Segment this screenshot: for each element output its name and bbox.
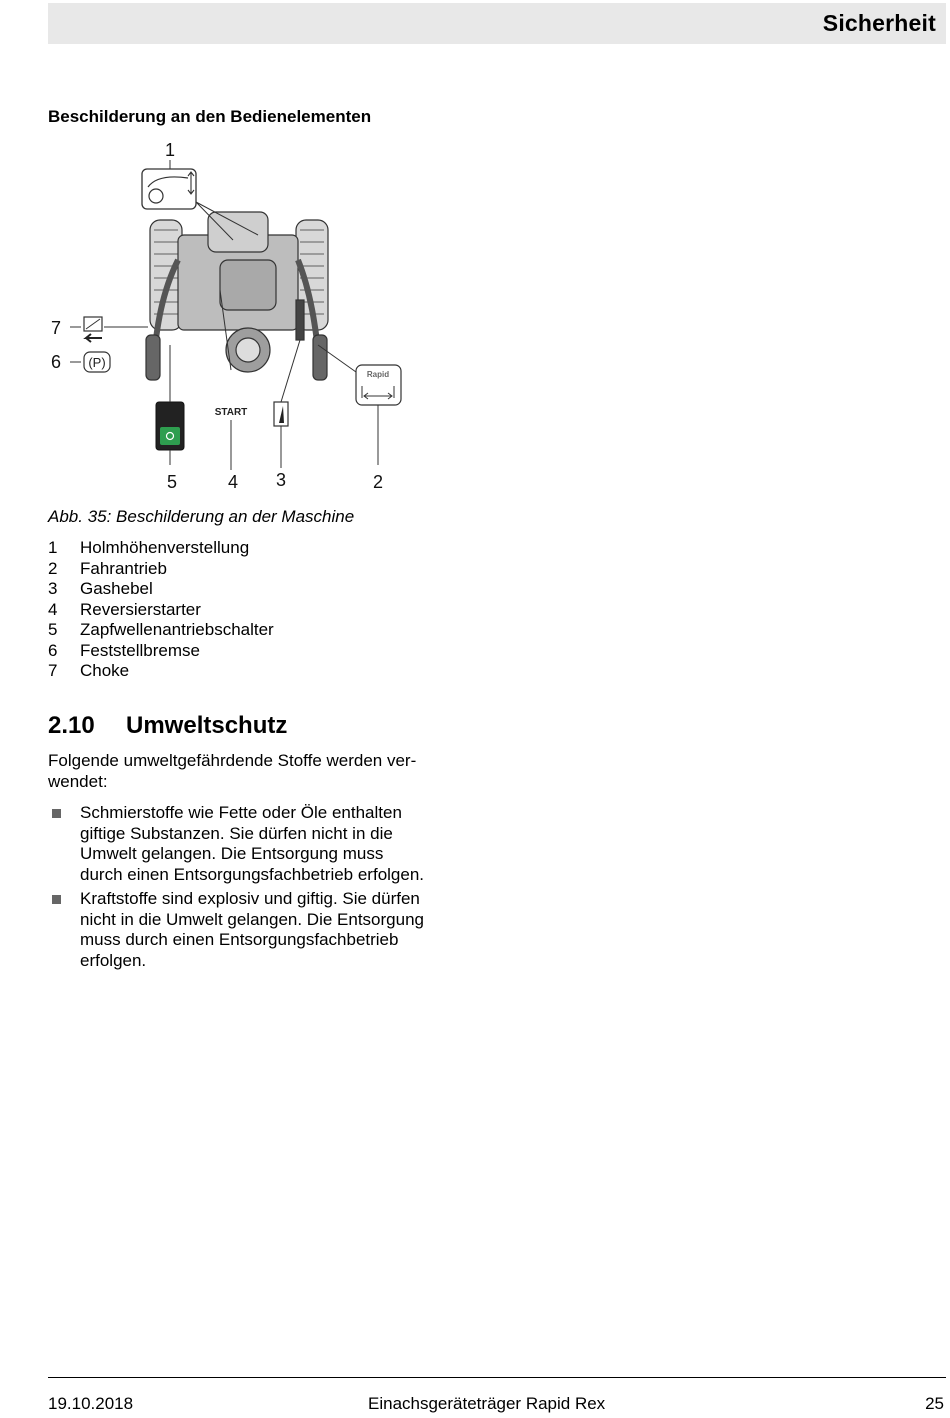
sign-handle-height (142, 169, 196, 209)
chapter-number: 2.10 (48, 712, 95, 739)
bullet-square-icon (52, 809, 61, 818)
callout-3: 3 (275, 470, 287, 490)
figure-legend (48, 538, 274, 682)
footer-product: Einachsgeräteträger Rapid Rex (368, 1394, 606, 1413)
header-title: Sicherheit (822, 10, 936, 36)
callout-7: 7 (50, 318, 62, 338)
legend-item: 7 Choke (48, 661, 130, 680)
start-label: START (214, 407, 248, 418)
right-grip (313, 335, 327, 380)
figure-caption: Abb. 35: Beschilderung an der Maschine (48, 507, 355, 526)
chapter-heading (48, 712, 287, 740)
chapter-title: Umweltschutz (126, 712, 288, 739)
svg-text:Rapid: Rapid (366, 370, 390, 379)
list-item: Schmierstoffe wie Fette oder Öle enthalten giftige Substanzen. Sie dürfen nicht in die Umwelt gelangen. Die Entsorgung muss durch einen Entsorgungsfachbetrieb erfolgen. (48, 803, 468, 886)
callout-5: 5 (166, 472, 178, 492)
chapter-intro: Folgende umweltgefährdende Stoffe werden ver- wendet: (48, 751, 417, 791)
machine-illustration (48, 140, 418, 495)
legend-item: 2 Fahrantrieb (48, 558, 167, 578)
legend-item: 4 Reversierstarter (48, 599, 201, 619)
section-heading: Beschilderung an den Bedienelementen (48, 107, 372, 126)
engine (220, 260, 276, 310)
legend-item: 5 Zapfwellenantriebschalter (48, 620, 274, 639)
callout-1: 1 (164, 140, 176, 160)
bullet-list (48, 803, 468, 975)
machine-figure (48, 140, 418, 495)
page-header (48, 3, 946, 44)
legend-item: 3 Gashebel (48, 579, 153, 598)
callout-6: 6 (50, 352, 62, 372)
page-number: 25 (925, 1394, 944, 1413)
handle-top (208, 212, 268, 252)
footer-divider (48, 1377, 946, 1378)
svg-text:(P): (P) (88, 355, 106, 370)
callout-2: 2 (372, 472, 384, 492)
legend-item: 1 Holmhöhenverstellung (48, 538, 250, 557)
callout-4: 4 (227, 472, 239, 492)
throttle-lever (296, 300, 304, 340)
list-item: Kraftstoffe sind explosiv und giftig. Sie dürfen nicht in die Umwelt gelangen. Die Entsorgung muss durch einen Entsorgungsfachbetrieb erfolgen. (48, 889, 468, 972)
legend-item: 6 Feststellbremse (48, 640, 200, 660)
bullet-square-icon (52, 895, 61, 904)
footer-date: 19.10.2018 (48, 1394, 134, 1413)
left-grip (146, 335, 160, 380)
